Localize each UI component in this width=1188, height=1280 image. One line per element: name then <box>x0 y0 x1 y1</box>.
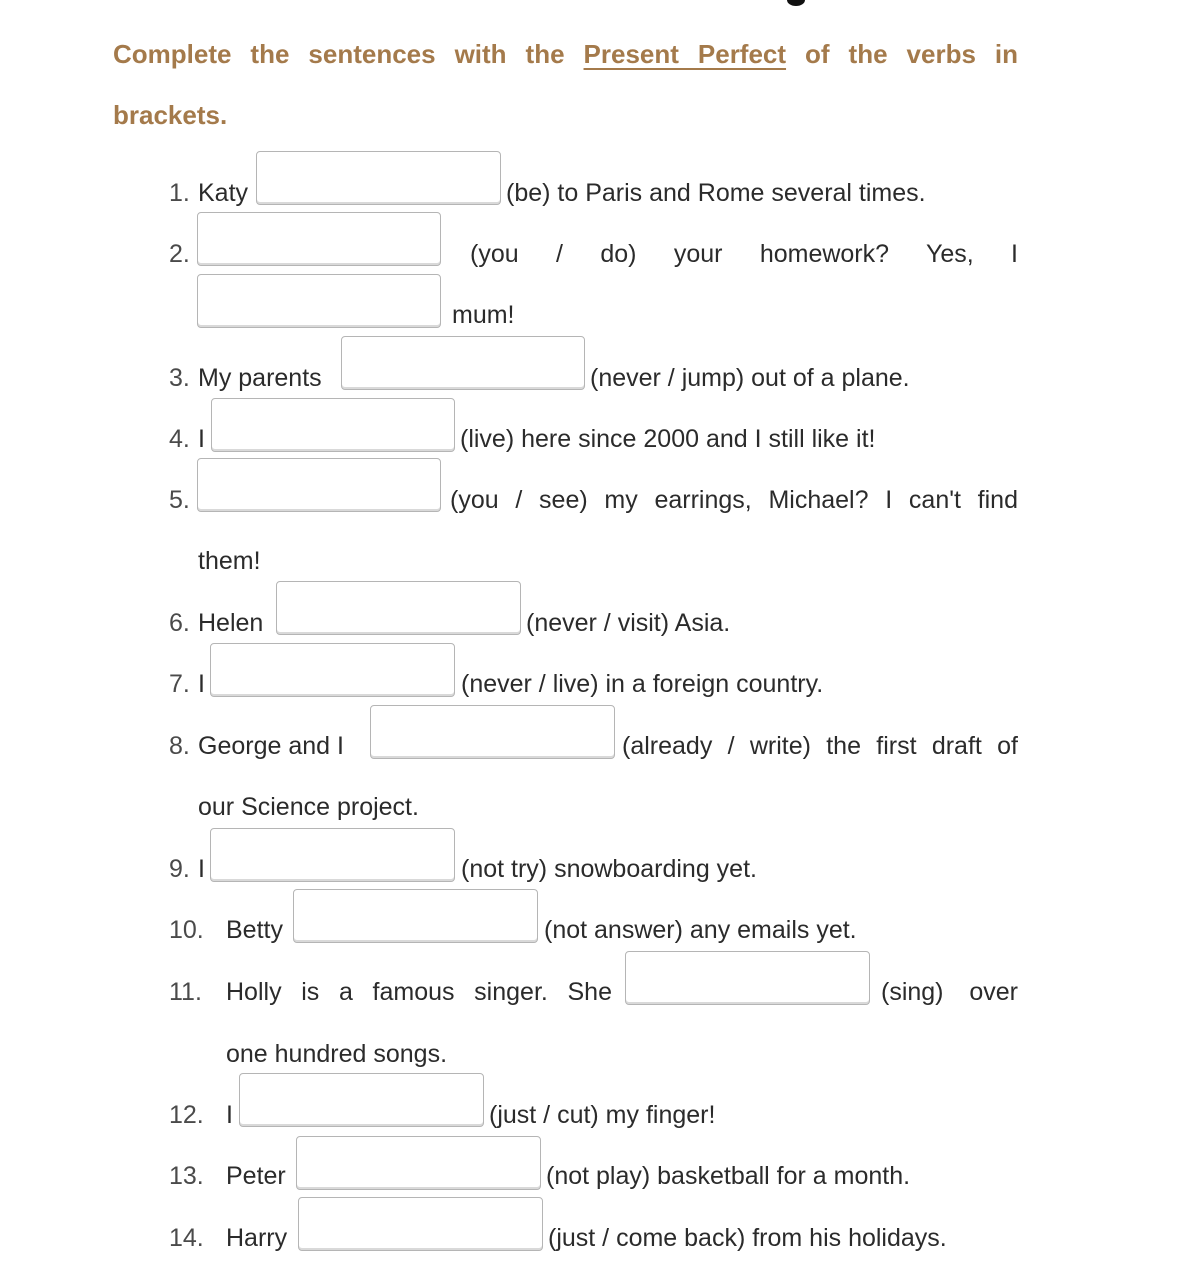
sentence-end: (already / write) the first draft of <box>622 732 1018 760</box>
sentence-end: (be) to Paris and Rome several times. <box>506 179 926 207</box>
sentence-start: I <box>226 1101 233 1129</box>
item-number: 4. <box>169 425 190 453</box>
item-number: 7. <box>169 670 190 698</box>
item-number: 5. <box>169 486 190 514</box>
sentence-end: (just / come back) from his holidays. <box>548 1224 947 1252</box>
sentence-end: (never / visit) Asia. <box>526 609 731 637</box>
sentence-start: I <box>198 670 205 698</box>
answer-box-10[interactable] <box>293 889 538 943</box>
sentence-end: (just / cut) my finger! <box>489 1101 716 1129</box>
sentence-end: (not try) snowboarding yet. <box>461 855 757 883</box>
sentence-end: (sing) over <box>881 978 1018 1006</box>
item-number: 14. <box>169 1224 204 1252</box>
sentence-start: Helen <box>198 609 264 637</box>
answer-box-7[interactable] <box>210 643 455 697</box>
answer-box-12[interactable] <box>239 1073 484 1127</box>
answer-box-3[interactable] <box>341 336 585 390</box>
answer-box-9[interactable] <box>210 828 455 882</box>
sentence-start: I <box>198 425 205 453</box>
sentence-continuation: our Science project. <box>198 793 419 821</box>
sentence-continuation: one hundred songs. <box>226 1040 448 1068</box>
sentence-start: Holly is a famous singer. She <box>226 978 612 1006</box>
sentence-start: Betty <box>226 916 283 944</box>
sentence-end: (live) here since 2000 and I still like it! <box>460 425 876 453</box>
item-number: 2. <box>169 240 190 268</box>
sentence-start: I <box>198 855 205 883</box>
sentence-end: (not play) basketball for a month. <box>546 1162 911 1190</box>
item-number: 1. <box>169 179 190 207</box>
answer-box-6[interactable] <box>276 581 521 635</box>
item-number: 3. <box>169 364 190 392</box>
answer-box-4[interactable] <box>211 398 455 452</box>
item-number: 13. <box>169 1162 204 1190</box>
instruction-post: of the verbs in brackets. <box>113 39 1018 130</box>
answer-box-8[interactable] <box>370 705 615 759</box>
answer-box-14[interactable] <box>298 1197 543 1251</box>
answer-box-1[interactable] <box>256 151 501 205</box>
answer-box-11[interactable] <box>625 951 870 1005</box>
sentence-end: (you / see) my earrings, Michael? I can't find <box>450 486 1018 514</box>
sentence-start: George and I <box>198 732 344 760</box>
sentence-start: Harry <box>226 1224 288 1252</box>
answer-box-2b[interactable] <box>197 274 441 328</box>
sentence-end: (never / live) in a foreign country. <box>461 670 824 698</box>
item-number: 10. <box>169 916 204 944</box>
sentence-start: My parents <box>198 364 322 392</box>
answer-box-2a[interactable] <box>197 212 441 266</box>
top-edge-mark <box>787 0 805 6</box>
answer-box-5[interactable] <box>197 458 441 512</box>
instructions <box>113 24 1018 146</box>
sentence-end: mum! <box>452 301 515 329</box>
sentence-end: (you / do) your homework? Yes, I <box>470 240 1018 268</box>
item-number: 12. <box>169 1101 204 1129</box>
instruction-pre: Complete the sentences with the <box>113 39 565 69</box>
item-number: 6. <box>169 609 190 637</box>
sentence-continuation: them! <box>198 547 261 575</box>
sentence-end: (never / jump) out of a plane. <box>590 364 910 392</box>
sentence-start: Peter <box>226 1162 286 1190</box>
item-number: 9. <box>169 855 190 883</box>
item-number: 8. <box>169 732 190 760</box>
sentence-start: Katy <box>198 179 249 207</box>
item-number: 11. <box>169 978 202 1006</box>
instruction-underlined: Present Perfect <box>583 39 787 69</box>
sentence-end: (not answer) any emails yet. <box>544 916 857 944</box>
answer-box-13[interactable] <box>296 1136 541 1190</box>
